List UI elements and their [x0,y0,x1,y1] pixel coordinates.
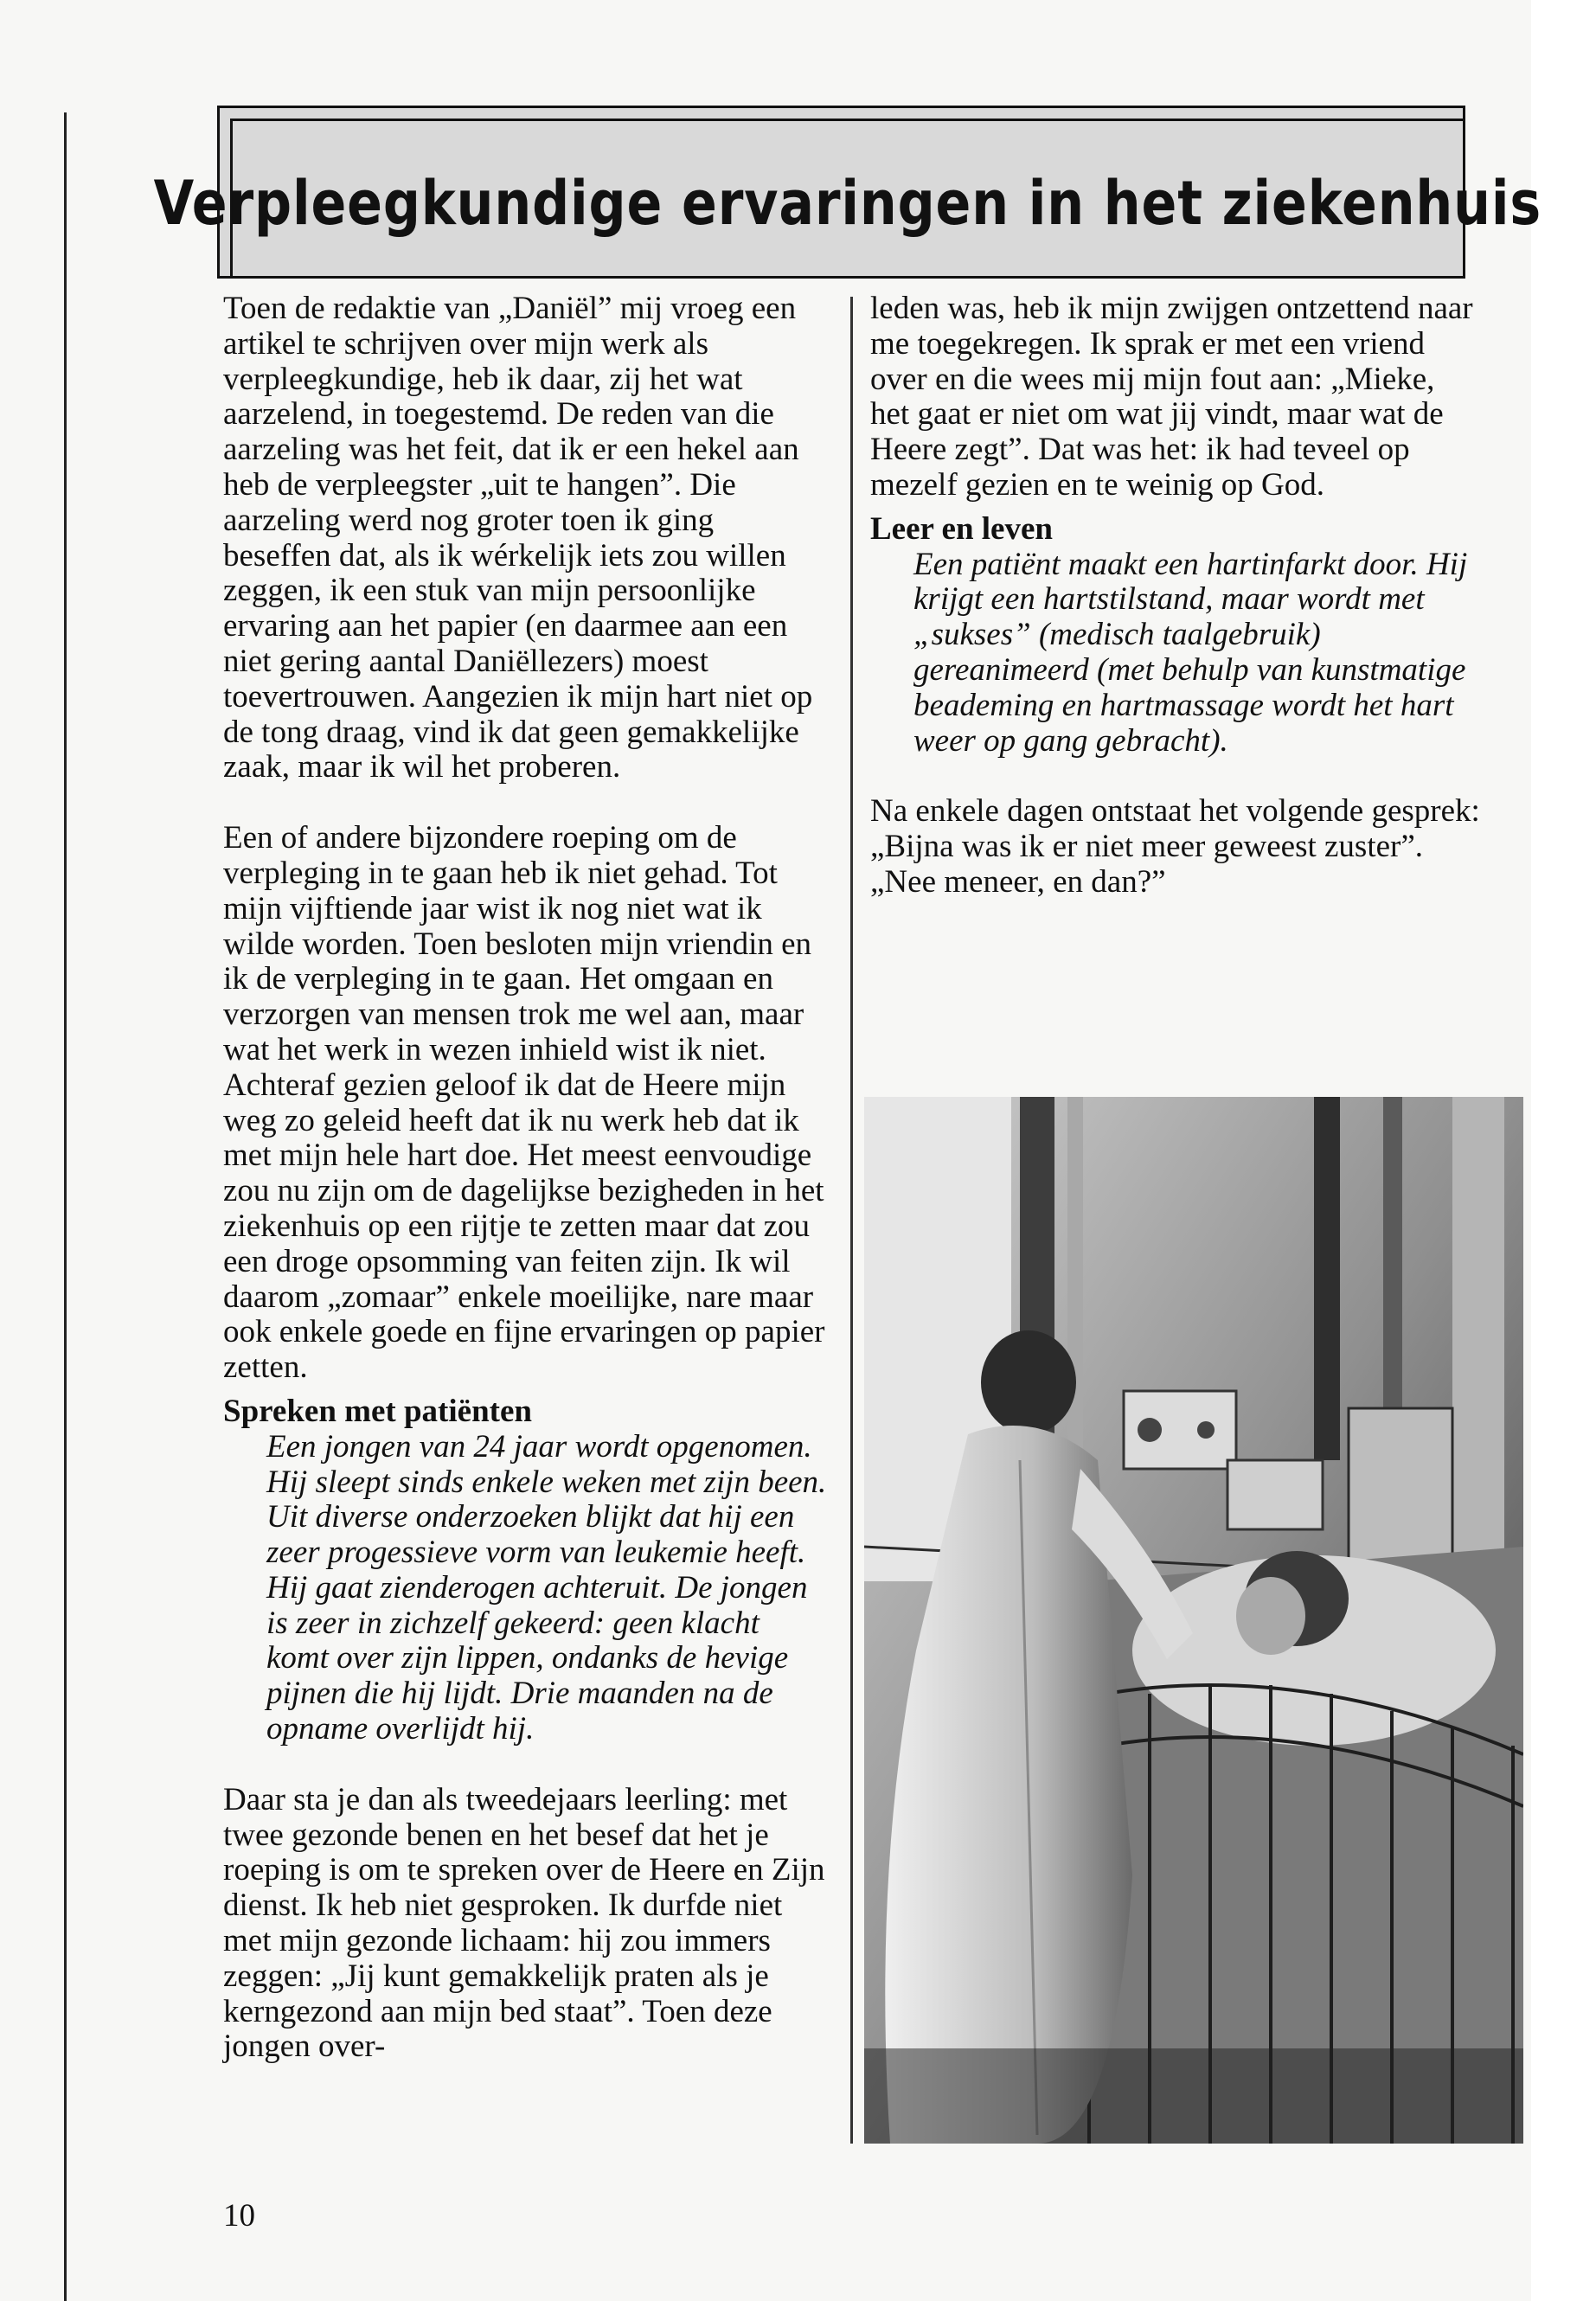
binding-edge [64,112,67,2301]
roeping-paragraph: Een of andere bijzondere roeping om de verpleging in te gaan heb ik niet gehad. Tot mijn vijftiende jaar wist ik nog niet wat ik wilde worden. Toen besloten mijn vriendin en ik de verpleging in te gaan. Het omgaan en verzorgen van mensen trok me wel aan, maar wat het werk in wezen inhield wist ik niet. Achteraf gezien geloof ik dat de Heere mijn weg zo geleid heeft dat ik nu werk heb dat ik met mijn hele hart doe. Het meest eenvoudige zou nu zijn om de dagelijkse bezigheden in het ziekenhuis op een rijtje te zetten maar dat zou een droge opsomming van feiten zijn. Ik wil daarom „zomaar” enkele moeilijke, nare maar ook enkele goede en fijne ervaringen op papier zetten. [223,820,825,1386]
gesprek-paragraph: Na enkele dagen ontstaat het volgende gesprek: „Bijna was ik er niet meer geweest zuster”. „Nee meneer, en dan?” [870,793,1480,900]
case-hartinfarkt: Een patiënt maakt een hartinfarkt door. Hij krijgt een hartstilstand, maar wordt met „sukses” (medisch taalgebruik) gereanimeerd (met behulp van kunstmatige beademing en hartmassage wordt het hart weer op gang gebracht). [913,546,1468,759]
section-heading-leer: Leer en leven [870,510,1053,547]
left-column [223,292,829,2065]
section-heading-spreken: Spreken met patiënten [223,1393,532,1429]
title-banner-inner [153,119,1542,276]
continuation-paragraph: leden was, heb ik mijn zwijgen ontzettend naar me toegekregen. Ik sprak er met een vriend over en die wees mij mijn fout aan: „Mieke, het gaat er niet om wat jij vindt, maar wat de Heere zegt”. Dat was het: ik had teveel op mezelf gezien en te weinig op God. [870,291,1473,503]
tweedejaars-paragraph: Daar sta je dan als tweedejaars leerling: met twee gezonde benen en het besef dat het je roeping is om te spreken over de Heere en Zijn dienst. Ik heb niet gesproken. Ik durfde niet met mijn gezonde lichaam: hij zou immers zeggen: „Jij kunt gemakkelijk praten als je kerngezond aan mijn bed staat”. Toen deze jongen over- [223,1781,825,2065]
title-banner [153,106,1542,279]
hospital-photo [864,1097,1523,2144]
intro-paragraph: Toen de redaktie van „Daniël” mij vroeg een artikel te schrijven over mijn werk als verpleegkundige, heb ik daar, zij het wat aarzelend, in toegestemd. De reden van die aarzeling was het feit, dat ik er een hekel aan heb de verpleegster „uit te hangen”. Die aarzeling werd nog groter toen ik ging beseffen dat, als ik wérkelijk iets zou willen zeggen, ik een stuk van mijn persoonlijke ervaring aan het papier (en daarmee aan een niet gering aantal Daniëllezers) moest toevertrouwen. Aangezien ik mijn hart niet op de tong draag, vind ik dat geen gemakkelijke zaak, maar ik wil het proberen. [223,291,813,785]
case-leukemie: Een jongen van 24 jaar wordt opgenomen. Hij sleept sinds enkele weken met zijn been. Uit diverse onderzoeken blijkt dat hij een zeer progessieve vorm van leukemie heeft. Hij gaat zienderogen achteruit. De jongen is zeer in zichzelf gekeerd: geen klacht komt over zijn lippen, ondanks de hevige pijnen die hij lijdt. Drie maanden na de opname overlijdt hij. [266,1428,827,1747]
right-column [870,292,1480,901]
column-divider [850,297,853,2144]
page-number: 10 [223,2198,255,2234]
page-title: Verpleegkundige ervaringen in het ziekenhuis [153,167,1542,239]
hospital-photo-image [864,1097,1523,2144]
